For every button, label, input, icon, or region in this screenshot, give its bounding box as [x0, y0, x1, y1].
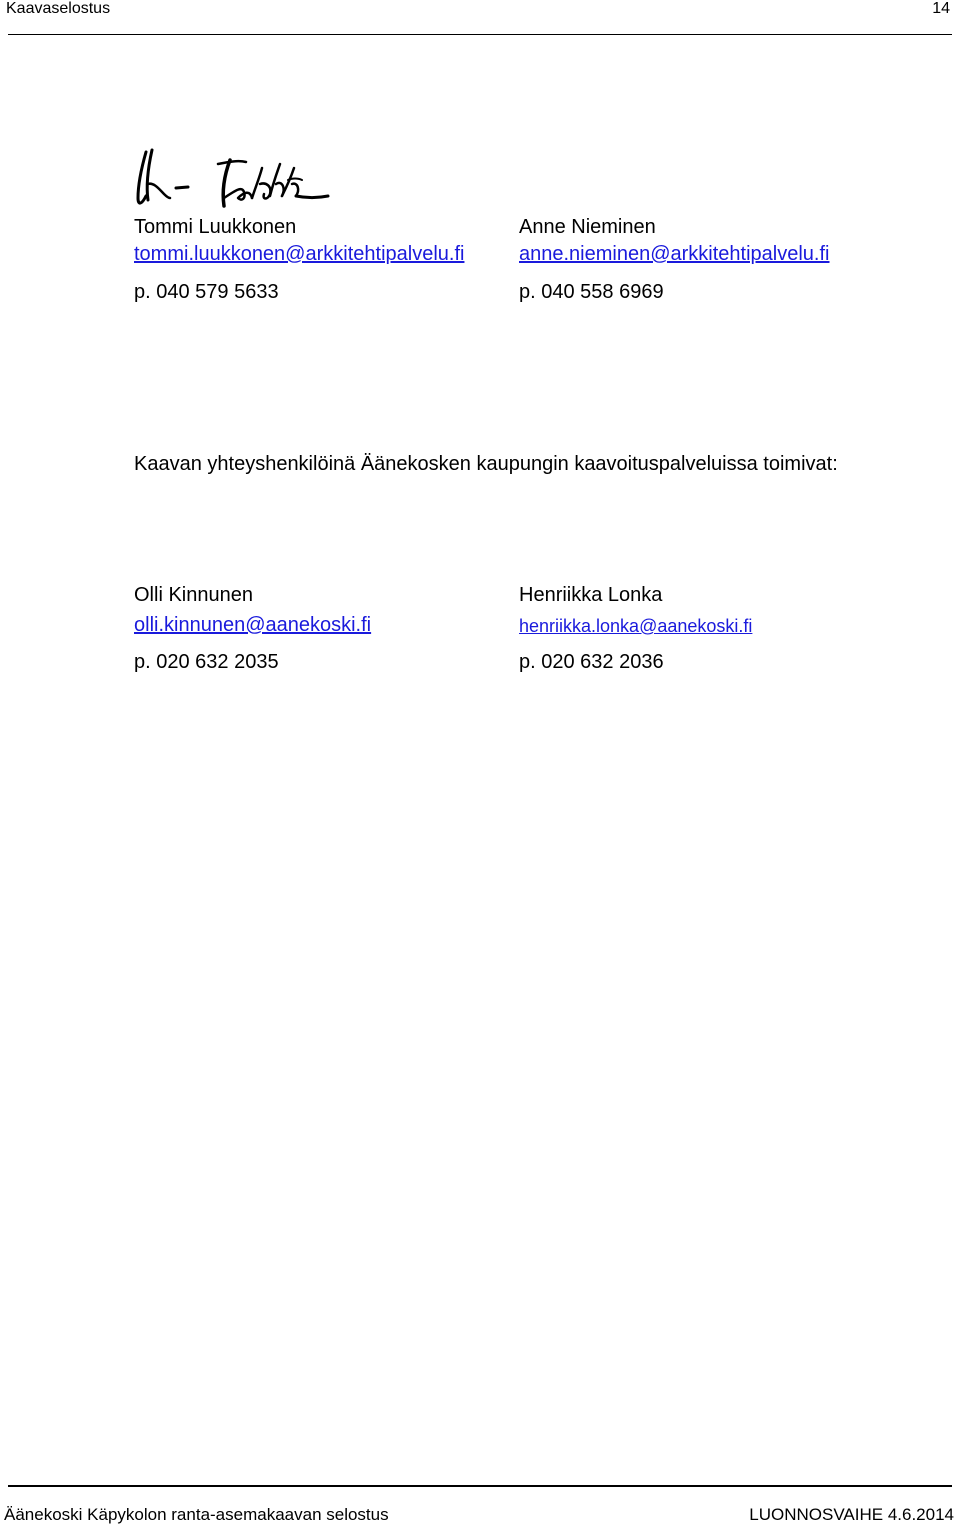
author-name: Tommi Luukkonen: [134, 216, 297, 238]
author-email-link[interactable]: tommi.luukkonen@arkkitehtipalvelu.fi: [134, 243, 465, 265]
contact-phone: p. 020 632 2036: [519, 651, 664, 673]
footer-status: LUONNOSVAIHE 4.6.2014: [749, 1505, 954, 1524]
contact-phone: p. 020 632 2035: [134, 651, 279, 673]
author-email-link[interactable]: anne.nieminen@arkkitehtipalvelu.fi: [519, 243, 830, 265]
contacts-intro-text: Kaavan yhteyshenkilöinä Äänekosken kaupungin kaavoituspalveluissa toimivat:: [134, 453, 838, 475]
author-phone: p. 040 579 5633: [134, 281, 279, 303]
contact-email-link[interactable]: henriikka.lonka@aanekoski.fi: [519, 616, 753, 636]
author-name: Anne Nieminen: [519, 216, 656, 238]
header-page-number: 14: [932, 0, 950, 17]
footer-document-title: Äänekoski Käpykolon ranta-asemakaavan selostus: [4, 1505, 389, 1524]
author-phone: p. 040 558 6969: [519, 281, 664, 303]
signature-image: [132, 140, 332, 212]
header-document-name: Kaavaselostus: [6, 0, 111, 17]
contact-email-link[interactable]: olli.kinnunen@aanekoski.fi: [134, 614, 372, 636]
header-divider: [8, 34, 952, 35]
contact-name: Henriikka Lonka: [519, 584, 663, 606]
footer-divider: [8, 1485, 952, 1487]
contact-name: Olli Kinnunen: [134, 584, 253, 606]
